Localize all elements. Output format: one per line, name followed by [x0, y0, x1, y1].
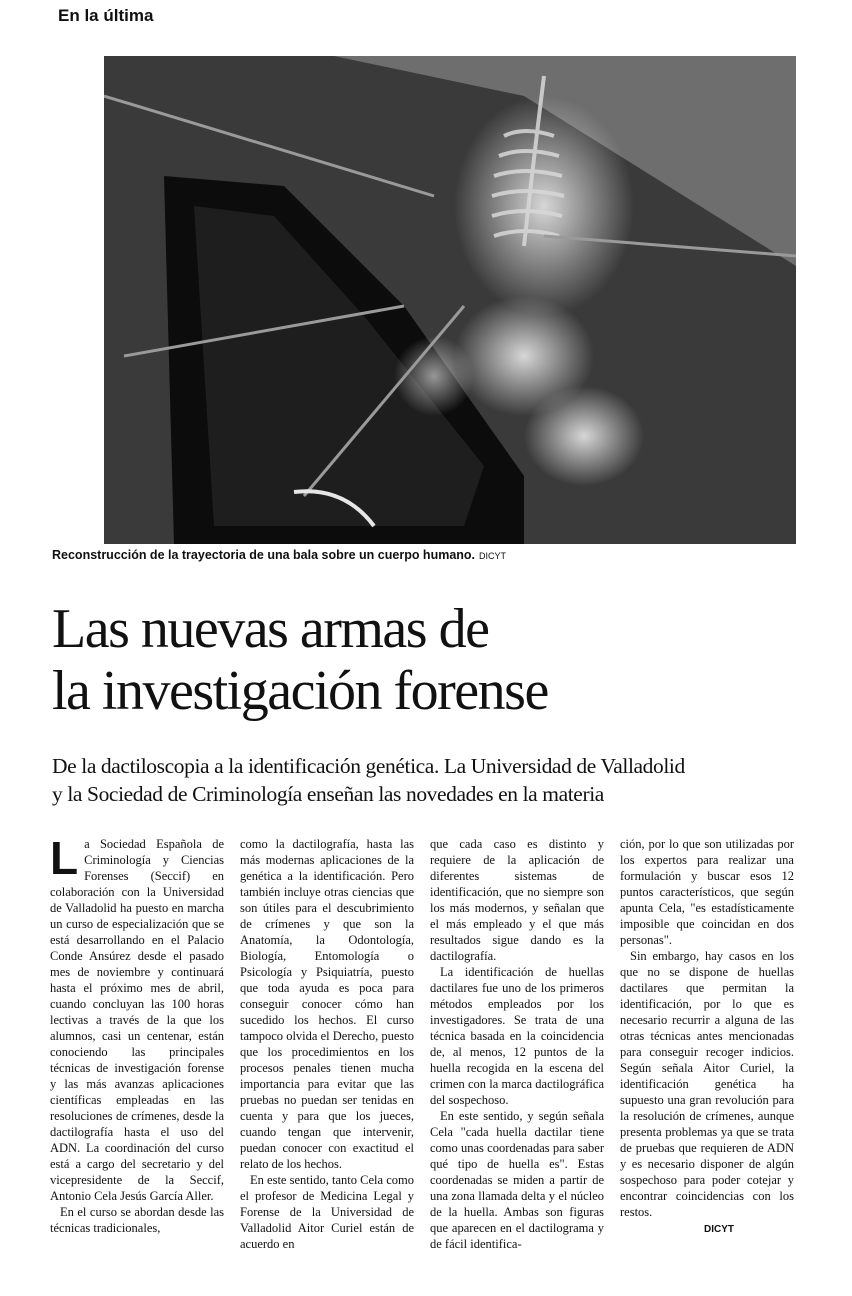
paragraph: Sin embargo, hay casos en los que no se dispone de huellas dactilares que permitan la identificación, por lo que es necesario recurrir a alguna de las otras técnicas antes mencionadas para conseguir recoger indicios. Según señala Aitor Curiel, la identificación genética ha supuesto una gran revolución para la resolución de crímenes, aunque presenta problemas ya que se trata de pruebas que requieren de ADN y es necesario disponer de algún sospechoso para poder cotejar y encontrar coincidencias con los restos.: [620, 949, 794, 1219]
photo-credit: DICYT: [479, 551, 507, 561]
paragraph: En este sentido, tanto Cela como el profesor de Medicina Legal y Forense de la Universidad de Valladolid Aitor Curiel están de acuerdo en: [240, 1173, 414, 1251]
headline-line-1: Las nuevas armas de: [52, 598, 489, 660]
paragraph: ción, por lo que son utilizadas por los expertos para realizar una formulación y buscar esos 12 puntos característicos, que según apunta Cela, "es estadísticamente imposible que coincidan en dos personas".: [620, 837, 794, 947]
section-label: En la última: [58, 6, 154, 25]
drop-cap: L: [50, 836, 79, 884]
paragraph: que cada caso es distinto y requiere de la aplicación de diferentes sistemas de identificación, que no siempre son los más modernos, y señalan que el más empleado y el que más resultados sigue dando es la dactilografía.: [430, 837, 604, 963]
article-column-2: [240, 836, 414, 1276]
paragraph: En el curso se abordan desde las técnicas tradicionales,: [50, 1205, 224, 1235]
article-body: [50, 836, 794, 1276]
article-signature: DICYT: [704, 1224, 734, 1235]
article-column-1: [50, 836, 224, 1276]
paragraph: como la dactilografía, hasta las más modernas aplicaciones de la genética a la identificación. Pero también incluye otras ciencias que son útiles para el descubrimiento de crímenes y que son la Anatomía, la Odontología, Biología, Entomología o Psicología y Psiquiatría, puesto que toda ayuda es poca para conseguir conocer cómo han sucedido los hechos. El curso tampoco olvida el Derecho, puesto que los procedimientos en los procesos penales tienen mucha importancia para evitar que las pruebas no puedan ser tenidas en cuenta y para que los jueces, cuando tengan que intervenir, puedan conocer con exactitud el relato de los hechos.: [240, 837, 414, 1171]
subhead-line-1: De la dactiloscopia a la identificación genética. La Universidad de Valladolid: [52, 754, 685, 778]
bullet-trajectory-illustration: [104, 56, 796, 544]
caption-text: Reconstrucción de la trayectoria de una bala sobre un cuerpo humano.: [52, 548, 476, 562]
subhead-line-2: y la Sociedad de Criminología enseñan las novedades en la materia: [52, 782, 604, 806]
article-column-4: [620, 836, 794, 1276]
photo-caption: [52, 548, 812, 562]
paragraph: La Sociedad Española de Criminología y Ciencias Forenses (Seccif) en colaboración con la Universidad de Valladolid ha puesto en marcha un curso de especialización que se está desarrollando en el Palacio Conde Ansúrez desde el pasado mes de noviembre y continuará hasta el próximo mes de abril, cuando concluyan las 100 horas lectivas a través de la que los alumnos, casi un centenar, están conociendo las principales técnicas de investigación forense y las más avanzas aplicaciones científicas empleadas en las resoluciones de crímenes, desde la dactilografía hasta el uso del ADN. La coordinación del curso está a cargo del secretario y del vicepresidente de la Seccif, Antonio Cela Jesús García Aller.: [50, 836, 224, 1203]
paragraph: La identificación de huellas dactilares fue uno de los primeros métodos empleados por los investigadores. Se trata de una técnica basada en la coincidencia de, al menos, 12 puntos de la huella recogida en la escena del crimen con la marca dactilográfica del sospechoso.: [430, 965, 604, 1107]
headline: [52, 598, 812, 722]
subheadline: [52, 752, 812, 808]
article-photo: [104, 56, 796, 544]
paragraph: En este sentido, y según señala Cela "cada huella dactilar tiene como unas coordenadas para saber qué tipo de huella es". Estas coordenadas se miden a partir de una zona llamada delta y el núcleo de la huella. Ambas son figuras que aparecen en el dactilograma y de fácil identifica-: [430, 1109, 604, 1251]
article-column-3: [430, 836, 604, 1276]
headline-line-2: la investigación forense: [52, 660, 548, 722]
